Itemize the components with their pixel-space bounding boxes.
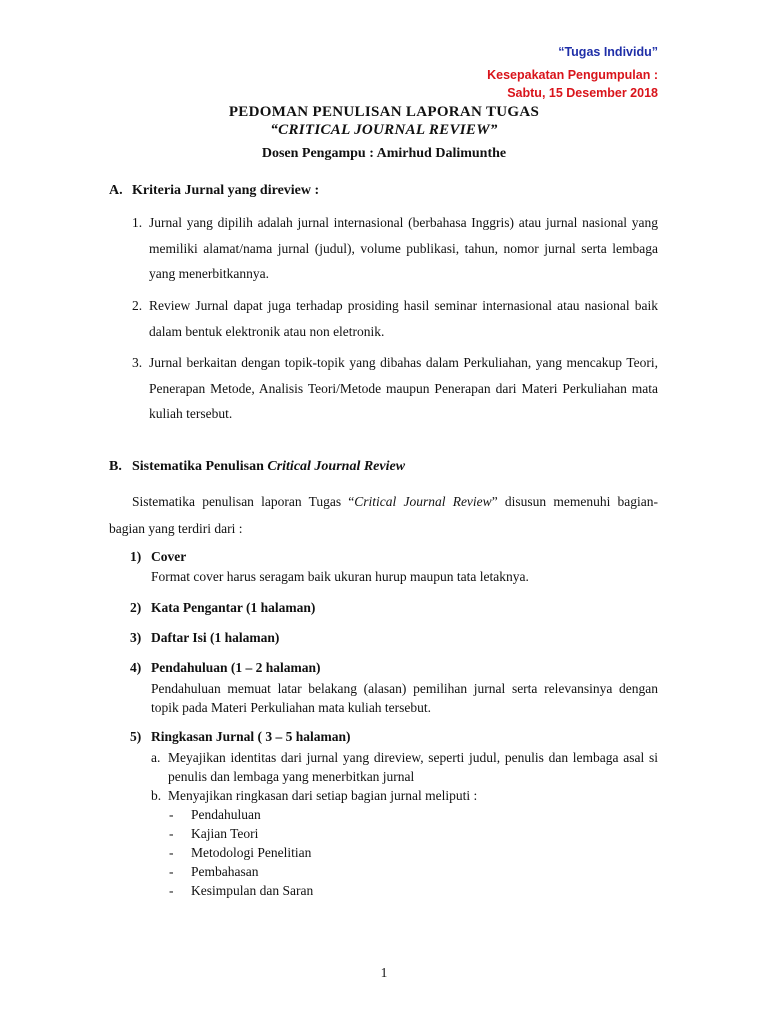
deadline-date: Sabtu, 15 Desember 2018 xyxy=(507,86,658,100)
ringkasan-item-a xyxy=(151,748,658,786)
list-item-text: Pendahuluan xyxy=(191,807,261,822)
bullet-dash: - xyxy=(169,826,174,841)
part-number: 2) xyxy=(130,600,142,615)
criteria-item xyxy=(132,350,658,427)
section-title: Sistematika Penulisan xyxy=(132,459,268,474)
list-item-text: Kesimpulan dan Saran xyxy=(191,883,314,898)
intro-paragraph xyxy=(109,488,658,542)
part-number: 5) xyxy=(130,729,142,744)
intro-text-end: ” disusun memenuhi bagian-bagian yang terdiri dari : xyxy=(109,494,659,536)
list-item-text: Kajian Teori xyxy=(191,826,259,841)
part-cover-heading xyxy=(130,549,186,565)
deadline-note xyxy=(487,66,658,102)
deadline-label: Kesepakatan Pengumpulan : xyxy=(487,68,658,82)
part-ringkasan-heading xyxy=(130,729,351,745)
list-item-text: Metodologi Penelitian xyxy=(191,845,312,860)
part-number: 4) xyxy=(130,660,142,675)
document-title: PEDOMAN PENULISAN LAPORAN TUGAS xyxy=(228,104,540,120)
bullet-dash: - xyxy=(169,807,174,822)
section-title: Kriteria Jurnal yang direview : xyxy=(132,183,320,198)
section-a-heading xyxy=(109,183,319,199)
intro-text: Sistematika penulisan laporan Tugas “ xyxy=(132,494,355,509)
part-number: 1) xyxy=(130,549,142,564)
item-text: Jurnal yang dipilih adalah jurnal internasional (berbahasa Inggris) atau jurnal nasional yang memiliki alamat/nama jurnal (judul), volume publikasi, tahun, nomor jurnal serta lembaga yang menerbitkannya. xyxy=(149,215,658,281)
list-item xyxy=(169,881,313,900)
page-number: 1 xyxy=(380,965,388,980)
part-number: 3) xyxy=(130,630,142,645)
list-item xyxy=(169,843,311,862)
lecturer-line: Dosen Pengampu : Amirhud Dalimunthe xyxy=(261,146,507,161)
item-letter: b. xyxy=(151,788,162,803)
part-cover-desc: Format cover harus seragam baik ukuran hurup maupun tata letaknya. xyxy=(151,569,529,584)
bullet-dash: - xyxy=(169,845,174,860)
item-letter: a. xyxy=(151,750,161,765)
item-text: Meyajikan identitas dari jurnal yang direview, seperti judul, penulis dan lembaga asal si penulis dan lembaga yang menerbitkan jurnal xyxy=(168,750,658,784)
criteria-item xyxy=(132,293,658,344)
ringkasan-item-b xyxy=(151,786,658,805)
part-title: Ringkasan Jurnal ( 3 – 5 halaman) xyxy=(151,729,351,744)
part-daftar-heading xyxy=(130,630,279,646)
item-number: 3. xyxy=(132,355,143,370)
section-title-italic: Critical Journal Review xyxy=(267,459,406,474)
part-title: Daftar Isi (1 halaman) xyxy=(151,630,280,645)
part-title: Cover xyxy=(151,549,187,564)
section-b-heading xyxy=(109,459,405,475)
criteria-item xyxy=(132,210,658,287)
bullet-dash: - xyxy=(169,883,174,898)
bullet-dash: - xyxy=(169,864,174,879)
document-subtitle: “CRITICAL JOURNAL REVIEW” xyxy=(270,122,498,138)
part-title: Pendahuluan (1 – 2 halaman) xyxy=(151,660,321,675)
item-number: 1. xyxy=(132,215,143,230)
list-item xyxy=(169,862,258,881)
part-pendahuluan-heading xyxy=(130,660,321,676)
item-text: Review Jurnal dapat juga terhadap prosiding hasil seminar internasional atau nasional baik dalam bentuk elektronik atau non eletronik. xyxy=(149,298,658,339)
list-item-text: Pembahasan xyxy=(191,864,259,879)
item-text: Menyajikan ringkasan dari setiap bagian jurnal meliputi : xyxy=(168,788,478,803)
item-text: Jurnal berkaitan dengan topik-topik yang dibahas dalam Perkuliahan, yang mencakup Teori, Penerapan Metode, Analisis Teori/Metode maupun Penerapan dari Materi Perkuliahan mata kuliah tersebut. xyxy=(149,355,658,421)
section-letter: A. xyxy=(109,183,123,198)
section-letter: B. xyxy=(109,459,122,474)
list-item xyxy=(169,824,258,843)
assignment-type-label: “Tugas Individu” xyxy=(558,45,658,59)
list-item xyxy=(169,805,261,824)
intro-italic: Critical Journal Review xyxy=(354,494,492,509)
part-title: Kata Pengantar (1 halaman) xyxy=(151,600,316,615)
item-number: 2. xyxy=(132,298,143,313)
part-pengantar-heading xyxy=(130,600,315,616)
part-pendahuluan-desc: Pendahuluan memuat latar belakang (alasan) pemilihan jurnal serta relevansinya dengan topik pada Materi Perkuliahan mata kuliah tersebut. xyxy=(151,681,658,715)
